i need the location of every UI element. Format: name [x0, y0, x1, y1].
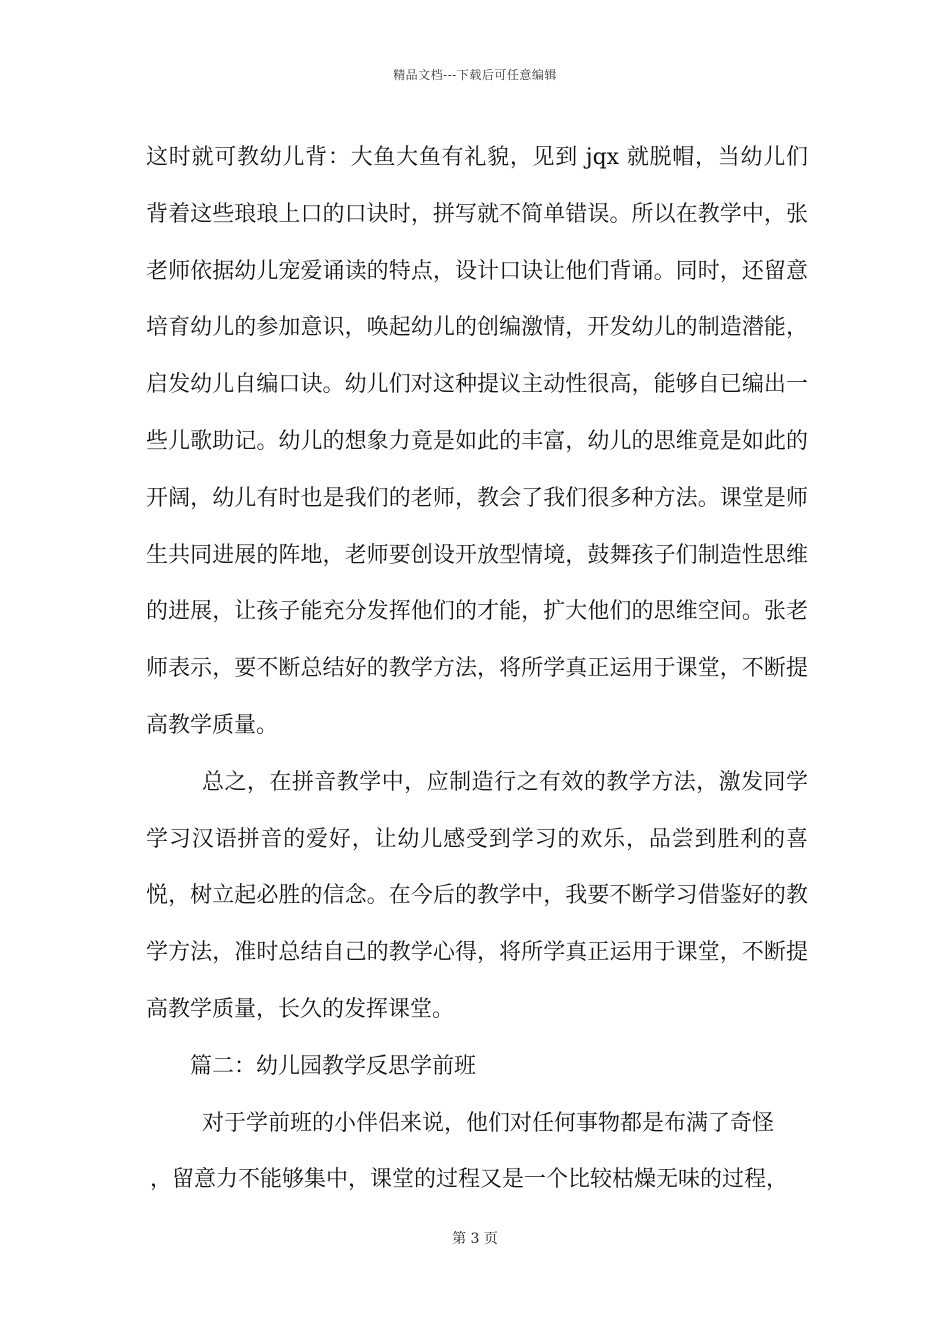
- paragraph-3: 对于学前班的小伴侣来说，他们对任何事物都是布满了奇怪: [202, 1110, 775, 1136]
- document-body: [146, 130, 808, 1209]
- section-heading: 篇二：幼儿园教学反思学前班: [190, 1053, 477, 1079]
- page-number: 第 3 页: [452, 1231, 498, 1247]
- paragraph-2: 总之，在拼音教学中，应制造行之有效的教学方法，激发同学学习汉语拼音的爱好，让幼儿感受到学习的欢乐，品尝到胜利的喜悦，树立起必胜的信念。在今后的教学中，我要不断学习借鉴好的教学方法，准时总结自己的教学心得，将所学真正运用于课堂，不断提高教学质量，长久的发挥课堂。: [146, 769, 808, 1022]
- paragraph-1: 这时就可教幼儿背：大鱼大鱼有礼貌，见到 jqx 就脱帽，当幼儿们背着这些琅琅上口的口诀时，拼写就不简单错误。所以在教学中，张老师依据幼儿宠爱诵读的特点，设计口诀让他们背诵。同时，还留意培育幼儿的参加意识，唤起幼儿的创编激情，开发幼儿的制造潜能，启发幼儿自编口诀。幼儿们对这种提议主动性很高，能够自已编出一些儿歌助记。幼儿的想象力竟是如此的丰富，幼儿的思维竟是如此的开阔，幼儿有时也是我们的老师，教会了我们很多种方法。课堂是师生共同进展的阵地，老师要创设开放型情境，鼓舞孩子们制造性思维的进展，让孩子能充分发挥他们的才能，扩大他们的思维空间。张老师表示，要不断总结好的教学方法，将所学真正运用于课堂，不断提高教学质量。: [146, 145, 808, 738]
- page-header: 精品文档---下载后可任意编辑: [393, 68, 557, 82]
- paragraph-3-continuation: ，留意力不能够集中，课堂的过程又是一个比较枯燥无味的过程，: [150, 1167, 789, 1193]
